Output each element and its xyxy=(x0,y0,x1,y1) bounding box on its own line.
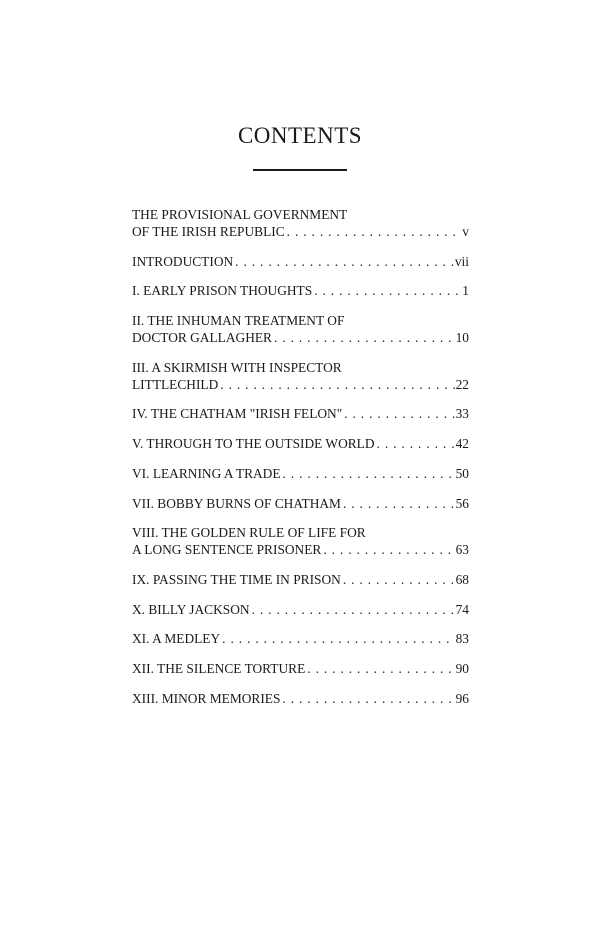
toc-entry-row xyxy=(132,465,469,482)
dot-leader xyxy=(344,405,454,422)
toc-entry-title-line: XII. THE SILENCE TORTURE xyxy=(132,660,306,676)
toc-entry-row xyxy=(132,282,469,299)
toc-page-number: 74 xyxy=(455,601,469,617)
toc-entry-title-line: VI. LEARNING A TRADE xyxy=(132,465,281,481)
dot-leader xyxy=(314,282,461,299)
toc-entry xyxy=(132,435,469,452)
toc-entry-title-line: LITTLECHILD xyxy=(132,376,219,392)
toc-entry-title-line: VIII. THE GOLDEN RULE OF LIFE FOR xyxy=(132,525,366,541)
toc-page-number: 56 xyxy=(455,495,469,511)
dot-leader xyxy=(282,690,454,707)
toc-entry-title-line: OF THE IRISH REPUBLIC xyxy=(132,224,285,239)
toc-entry-title-line: INTRODUCTION xyxy=(132,253,234,269)
toc-entry xyxy=(132,524,469,558)
toc-entry-row xyxy=(132,253,469,270)
toc-entry xyxy=(132,405,469,422)
toc-entry xyxy=(132,253,469,270)
dot-leader xyxy=(343,571,455,588)
toc-entry-title-line: DOCTOR GALLAGHER xyxy=(132,330,272,346)
toc-page-number: 42 xyxy=(455,436,469,452)
toc-page-number: 83 xyxy=(455,631,469,647)
toc-entry-row xyxy=(132,571,469,588)
dot-leader xyxy=(252,601,455,618)
toc-entry xyxy=(132,359,469,393)
toc-entry xyxy=(132,206,469,240)
toc-entry-title-line: A LONG SENTENCE PRISONER xyxy=(132,542,322,558)
page-title: CONTENTS xyxy=(237,123,363,148)
toc-entry xyxy=(132,690,469,707)
toc-entry-title-line: IV. THE CHATHAM "IRISH FELON" xyxy=(132,406,343,422)
toc-entry xyxy=(132,660,469,677)
toc-entry xyxy=(132,465,469,482)
toc-entry-row xyxy=(132,223,469,240)
dot-leader xyxy=(343,495,455,512)
toc-entry-row xyxy=(132,405,469,422)
toc-entry-title-line: V. THROUGH TO THE OUTSIDE WORLD xyxy=(132,436,375,452)
toc-entry-title-line: XIII. MINOR MEMORIES xyxy=(132,690,281,706)
toc-entry-title-line: XI. A MEDLEY xyxy=(132,631,221,647)
table-of-contents xyxy=(132,206,469,719)
toc-entry xyxy=(132,630,469,647)
toc-entry xyxy=(132,282,469,299)
toc-page-number: 10 xyxy=(455,330,469,346)
toc-entry-row xyxy=(132,495,469,512)
toc-entry xyxy=(132,571,469,588)
toc-entry xyxy=(132,601,469,618)
dot-leader xyxy=(283,465,455,482)
toc-entry-row xyxy=(132,690,469,707)
toc-entry-title-line: VII. BOBBY BURNS OF CHATHAM xyxy=(132,495,341,511)
toc-entry-title-line: III. A SKIRMISH WITH INSPECTOR xyxy=(132,359,342,375)
toc-entry-row xyxy=(132,541,469,558)
toc-entry-row xyxy=(132,376,469,393)
dot-leader xyxy=(323,541,454,558)
toc-page-number: 33 xyxy=(455,406,469,422)
toc-entry-row xyxy=(132,630,469,647)
toc-page-number: v xyxy=(462,224,469,239)
toc-page-number: 63 xyxy=(455,542,469,558)
toc-page-number: 50 xyxy=(455,465,469,481)
toc-entry-title-line: I. EARLY PRISON THOUGHTS xyxy=(132,283,313,299)
dot-leader xyxy=(235,253,454,270)
toc-page-number: 96 xyxy=(455,690,469,706)
dot-leader xyxy=(274,329,455,346)
toc-entry-title-line: X. BILLY JACKSON xyxy=(132,601,250,617)
toc-entry-title-line: II. THE INHUMAN TREATMENT OF xyxy=(132,313,345,329)
dot-leader xyxy=(222,630,454,647)
toc-entry-title-line: THE PROVISIONAL GOVERNMENT xyxy=(132,207,348,222)
toc-entry-row xyxy=(132,660,469,677)
toc-page-number: 1 xyxy=(462,283,469,299)
dot-leader xyxy=(307,660,454,677)
dot-leader xyxy=(377,435,455,452)
title-divider xyxy=(253,169,347,171)
toc-entry-row xyxy=(132,435,469,452)
toc-page-number: 68 xyxy=(455,571,469,587)
toc-entry-row xyxy=(132,601,469,618)
toc-page-number: 90 xyxy=(455,660,469,676)
toc-entry xyxy=(132,495,469,512)
toc-page-number: 22 xyxy=(455,376,469,392)
toc-page-number: vii xyxy=(454,253,469,269)
toc-entry-title-line: IX. PASSING THE TIME IN PRISON xyxy=(132,571,341,587)
toc-entry xyxy=(132,312,469,346)
toc-entry-row xyxy=(132,329,469,346)
dot-leader xyxy=(287,223,462,240)
dot-leader xyxy=(220,376,454,393)
